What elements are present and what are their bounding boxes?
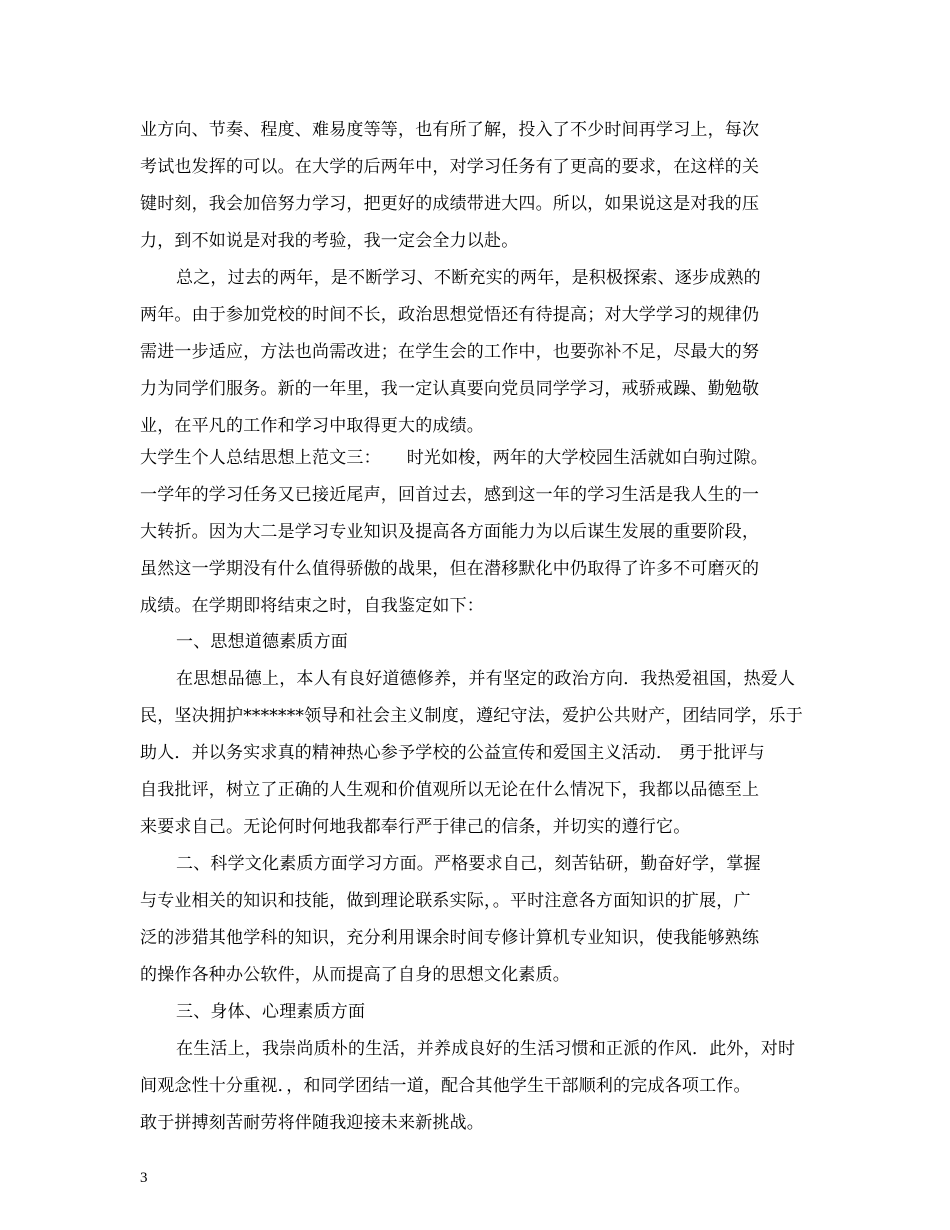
paragraph-first-line: 在思想品德上，本人有良好道德修养，并有坚定的政治方向．我热爱祖国，热爱人: [176, 669, 796, 689]
text-line: 考试也发挥的可以。在大学的后两年中，对学习任务有了更高的要求，在这样的关: [140, 157, 760, 177]
text-line: 成绩。在学期即将结束之时，自我鉴定如下：: [140, 596, 484, 616]
text-line: 业方向、节奏、程度、难易度等等，也有所了解，投入了不少时间再学习上，每次: [140, 120, 760, 140]
text-line: 泛的涉猎其他学科的知识，充分利用课余时间专修计算机专业知识，使我能够熟练: [140, 928, 760, 948]
text-line: 与专业相关的知识和技能，做到理论联系实际，。平时注意各方面知识的扩展，广: [140, 891, 751, 911]
text-line: 民，坚决拥护*******领导和社会主义制度，遵纪守法，爱护公共财产，团结同学，乐于: [140, 706, 803, 726]
text-line: 业，在平凡的工作和学习中取得更大的成绩。: [140, 416, 484, 436]
text-line: 来要求自己。无论何时何地我都奉行严于律己的信条，并切实的遵行它。: [140, 817, 691, 837]
text-line: 敢于拼搏刻苦耐劳将伴随我迎接未来新挑战。: [140, 1113, 484, 1133]
text-line: 自我批评，树立了正确的人生观和价值观所以无论在什么情况下，我都以品德至上: [140, 780, 760, 800]
subheading-moral: 一、思想道德素质方面: [176, 632, 348, 652]
page-number: 3: [140, 1170, 148, 1186]
text-line: 键时刻，我会加倍努力学习，把更好的成绩带进大四。所以，如果说这是对我的压: [140, 194, 760, 214]
text-line: 两年。由于参加党校的时间不长，政治思想觉悟还有待提高；对大学学习的规律仍: [140, 305, 760, 325]
paragraph-first-line: 二、科学文化素质方面学习方面。严格要求自己，刻苦钻研，勤奋好学，掌握: [176, 854, 761, 874]
section-heading-line: 大学生个人总结思想上范文三： 时光如梭，两年的大学校园生活就如白驹过隙。: [140, 448, 768, 468]
subheading-physical: 三、身体、心理素质方面: [176, 1002, 366, 1022]
text-line: 助人．并以务实求真的精神热心参予学校的公益宣传和爱国主义活动． 勇于批评与: [140, 743, 765, 763]
text-line: 的操作各种办公软件，从而提高了自身的思想文化素质。: [140, 965, 570, 985]
text-line: 虽然这一学期没有什么值得骄傲的战果，但在潜移默化中仍取得了许多不可磨灭的: [140, 559, 760, 579]
text-line: 力为同学们服务。新的一年里，我一定认真要向党员同学学习，戒骄戒躁、勤勉敬: [140, 379, 760, 399]
paragraph-first-line: 在生活上，我崇尚质朴的生活，并养成良好的生活习惯和正派的作风．此外，对时: [176, 1039, 796, 1059]
text-line: 力，到不如说是对我的考验，我一定会全力以赴。: [140, 231, 519, 251]
paragraph-first-line: 总之，过去的两年，是不断学习、不断充实的两年，是积极探索、逐步成熟的: [176, 268, 761, 288]
text-line: 大转折。因为大二是学习专业知识及提高各方面能力为以后谋生发展的重要阶段，: [140, 522, 760, 542]
text-line: 一学年的学习任务又已接近尾声，回首过去，感到这一年的学习生活是我人生的一: [140, 485, 760, 505]
text-line: 需进一步适应，方法也尚需改进；在学生会的工作中，也要弥补不足，尽最大的努: [140, 342, 760, 362]
text-line: 间观念性十分重视．，和同学团结一道，配合其他学生干部顺利的完成各项工作。: [140, 1076, 751, 1096]
